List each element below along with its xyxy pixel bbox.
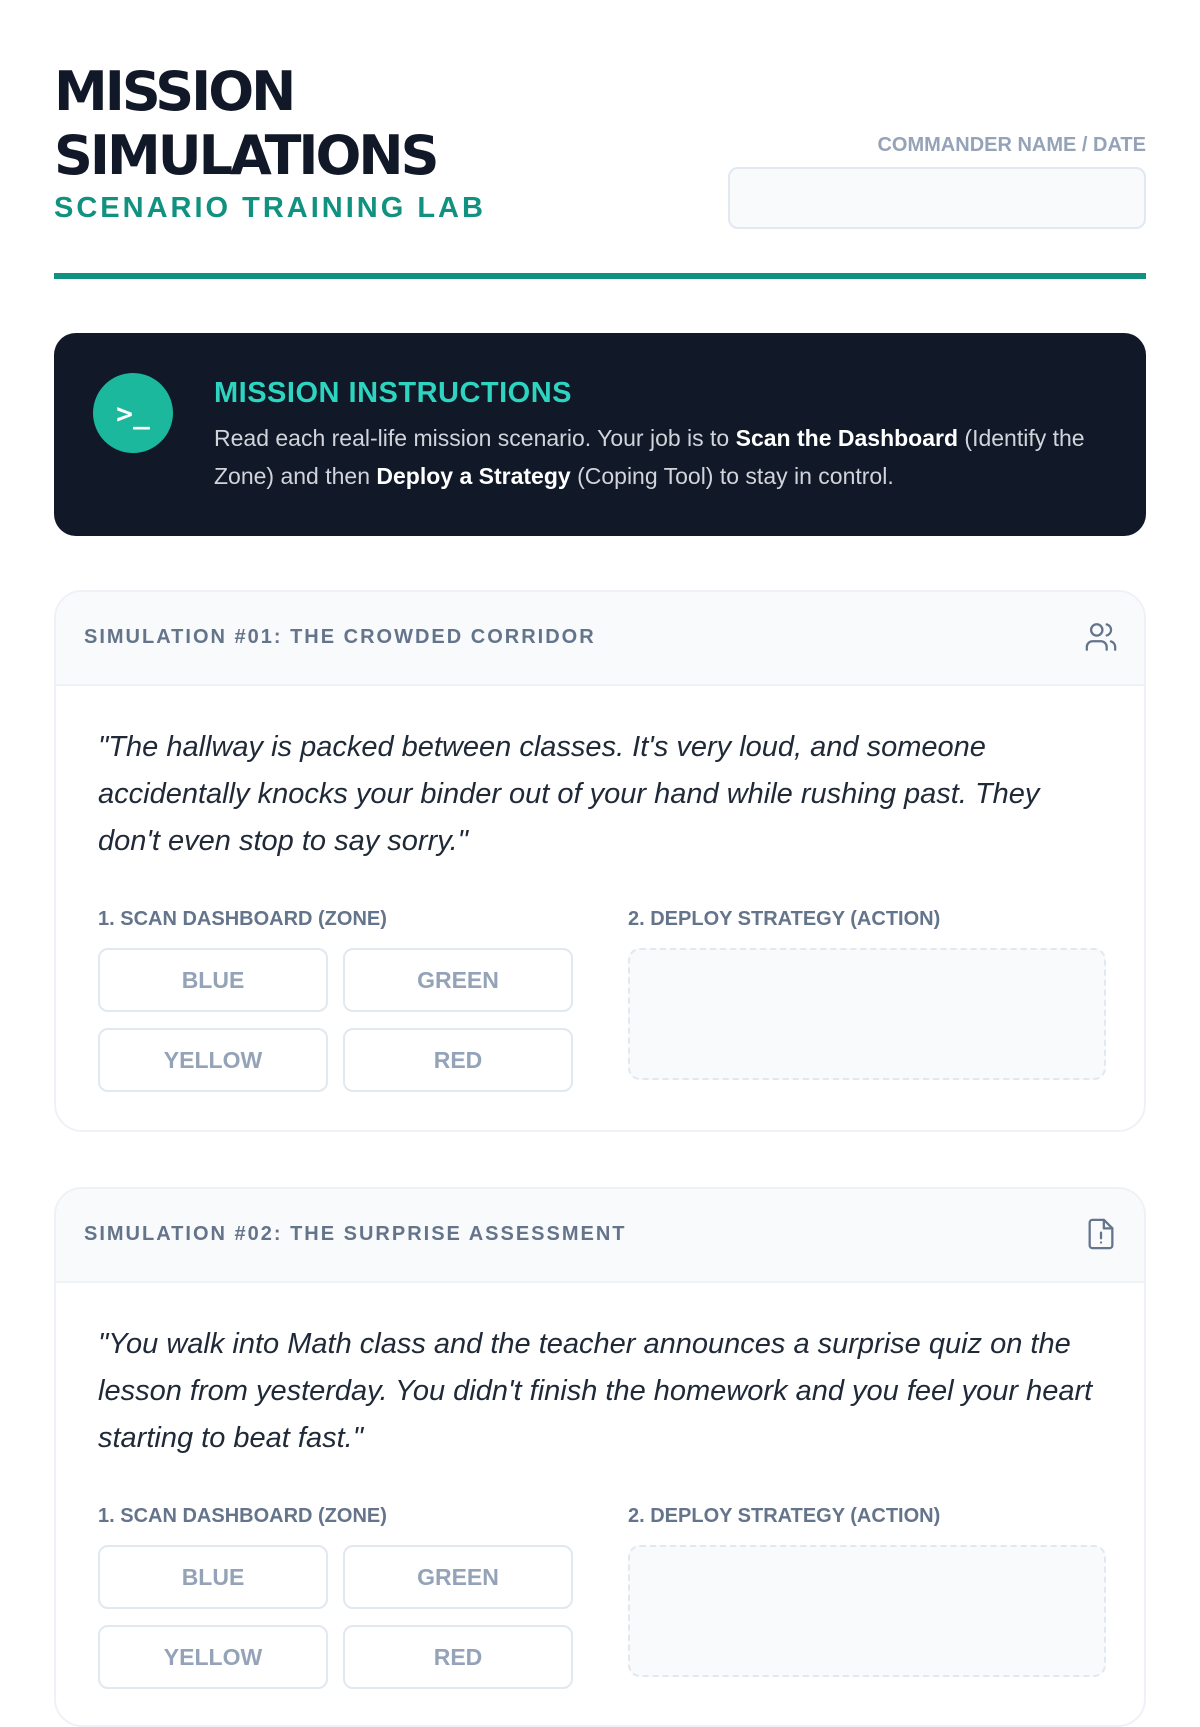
title-line-1: MISSION — [54, 60, 294, 123]
file-alert-icon — [1084, 1217, 1118, 1251]
header-divider — [54, 273, 1146, 279]
users-icon — [1084, 620, 1118, 654]
zone-button-red[interactable]: RED — [343, 1028, 573, 1092]
simulation-title: SIMULATION #01: THE CROWDED CORRIDOR — [84, 626, 596, 648]
strategy-input-box[interactable] — [628, 1545, 1106, 1677]
zone-label: 1. SCAN DASHBOARD (ZONE) — [98, 1505, 387, 1527]
zone-button-green[interactable]: GREEN — [343, 1545, 573, 1609]
zone-button-blue[interactable]: BLUE — [98, 1545, 328, 1609]
instructions-bold-2: Deploy a Strategy — [376, 463, 571, 489]
simulation-scenario: "You walk into Math class and the teacher announces a surprise quiz on the lesson from yesterday. You didn't finish the homework and you feel your heart starting to beat fast." — [98, 1328, 1093, 1454]
header — [54, 0, 1146, 280]
zone-button-red[interactable]: RED — [343, 1625, 573, 1689]
simulation-header — [56, 1189, 1144, 1283]
simulation-card-1 — [54, 590, 1146, 1132]
page-title — [54, 60, 437, 188]
simulation-scenario: "The hallway is packed between classes. It's very loud, and someone accidentally knocks your binder out of your hand while rushing past. They don't even stop to say sorry." — [98, 731, 1040, 857]
zone-button-yellow[interactable]: YELLOW — [98, 1625, 328, 1689]
instructions-text: Read each real-life mission scenario. Your job is to Scan the Dashboard (Identify the Zone) and then Deploy a Strategy (Coping Tool) to stay in control. — [214, 425, 1085, 489]
zone-button-blue[interactable]: BLUE — [98, 948, 328, 1012]
simulation-header — [56, 592, 1144, 686]
page-subtitle: SCENARIO TRAINING LAB — [54, 192, 486, 224]
title-line-2: SIMULATIONS — [54, 124, 437, 187]
worksheet-page — [54, 0, 1146, 1670]
zone-button-green[interactable]: GREEN — [343, 948, 573, 1012]
strategy-label: 2. DEPLOY STRATEGY (ACTION) — [628, 1505, 941, 1527]
instructions-bold-1: Scan the Dashboard — [735, 425, 959, 451]
commander-name-label: COMMANDER NAME / DATE — [877, 134, 1146, 156]
strategy-label: 2. DEPLOY STRATEGY (ACTION) — [628, 908, 941, 930]
simulation-card-2 — [54, 1187, 1146, 1727]
simulation-title: SIMULATION #02: THE SURPRISE ASSESSMENT — [84, 1223, 627, 1245]
zone-label: 1. SCAN DASHBOARD (ZONE) — [98, 908, 387, 930]
commander-name-input[interactable] — [728, 167, 1146, 229]
instructions-panel — [54, 333, 1146, 536]
terminal-icon: >_ — [93, 373, 173, 453]
instructions-title: MISSION INSTRUCTIONS — [214, 377, 573, 409]
zone-button-yellow[interactable]: YELLOW — [98, 1028, 328, 1092]
strategy-input-box[interactable] — [628, 948, 1106, 1080]
